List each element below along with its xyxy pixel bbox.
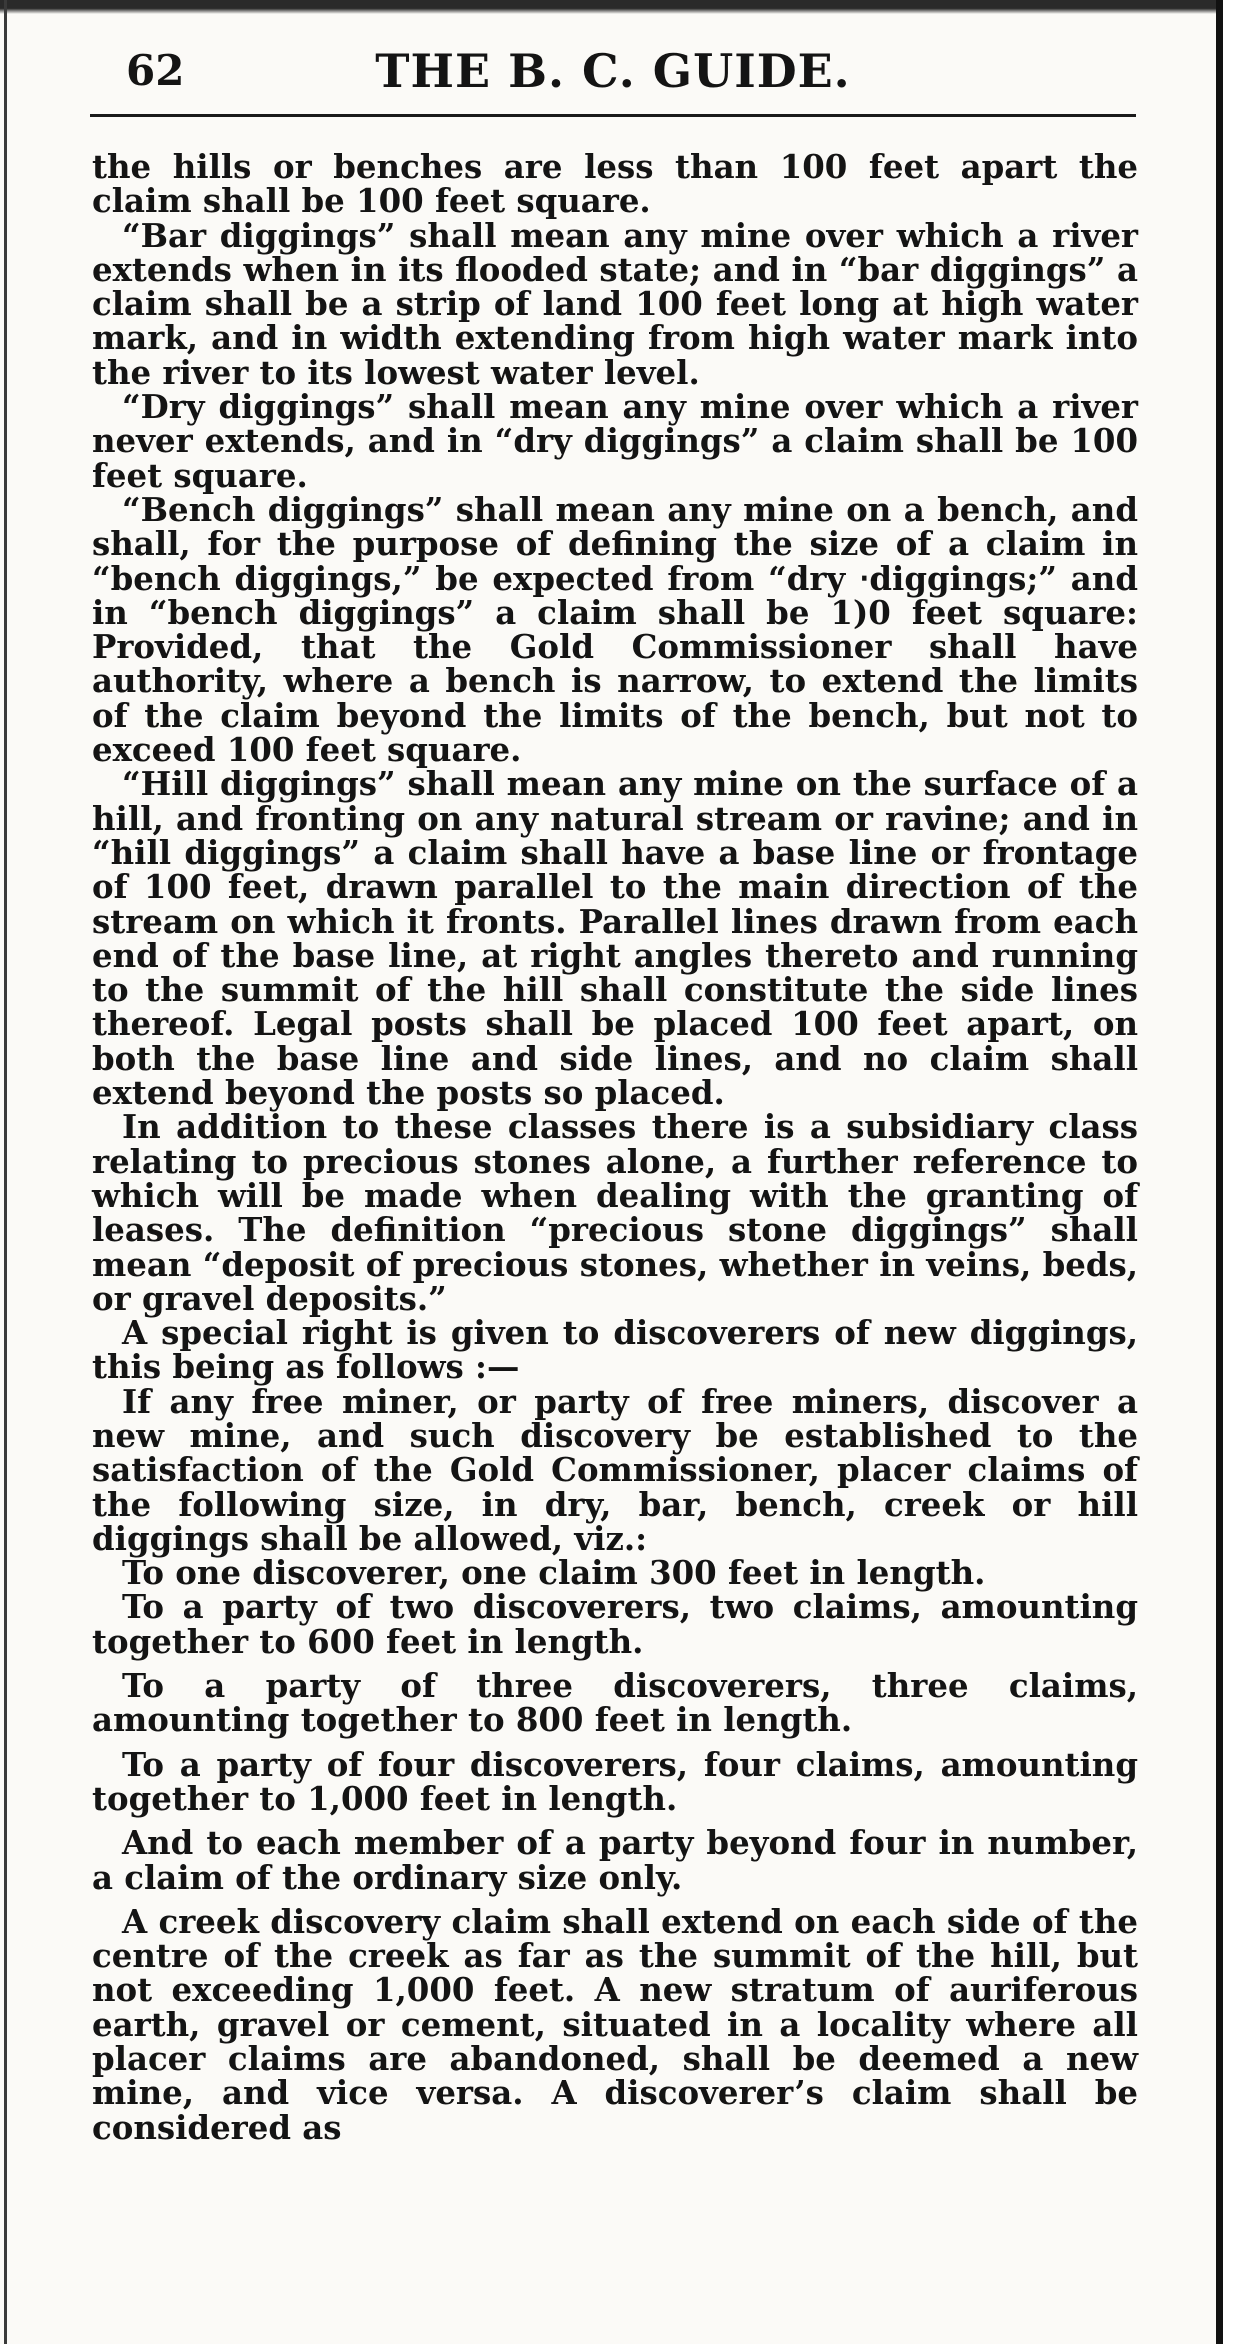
- page-number: 62: [126, 46, 185, 95]
- running-title: THE B. C. GUIDE.: [375, 44, 851, 98]
- right-margin: [1223, 0, 1237, 2344]
- right-page-border: [1216, 0, 1223, 2344]
- body-text: [92, 150, 1138, 2145]
- page-top-edge: [0, 0, 1237, 14]
- left-page-border: [4, 0, 7, 2344]
- paragraph: “Hill diggings” shall mean any mine on the surface of a hill, and fronting on any natural stream or ravine; and in “hill diggings” a claim shall have a base line or frontage of 100 feet, drawn parallel to the main direction of the stream on which it fronts. Parallel lines drawn from each end of the base line, at right angles thereto and running to the summit of the hill shall constitute the side lines thereof. Legal posts shall be placed 100 feet apart, on both the base line and side lines, and no claim shall extend beyond the posts so placed.: [92, 765, 1138, 1113]
- paragraph: “Dry diggings” shall mean any mine over which a river never extends, and in “dry diggings” a claim shall be 100 feet square.: [92, 388, 1138, 495]
- paragraph: A special right is given to discoverers of new diggings, this being as follows :—: [92, 1314, 1138, 1387]
- paragraph: To one discoverer, one claim 300 feet in length.: [122, 1554, 986, 1593]
- paragraph: In addition to these classes there is a subsidiary class relating to precious stones alone, a further reference to which will be made when dealing with the granting of leases. The definition “precious stone diggings” shall mean “deposit of precious stones, whether in veins, beds, or gravel deposits.”: [92, 1108, 1138, 1318]
- paragraph: To a party of two discoverers, two claims, amounting together to 600 feet in length.: [92, 1588, 1138, 1661]
- paragraph: the hills or benches are less than 100 feet apart the claim shall be 100 feet square.: [92, 148, 1138, 221]
- paragraph: A creek discovery claim shall extend on each side of the centre of the creek as far as the summit of the hill, but not exceeding 1,000 feet. A new stratum of auriferous earth, gravel or cement, situated in a locality where all placer claims are abandoned, shall be deemed a new mine, and vice versa. A discoverer’s claim shall be considered as: [92, 1902, 1138, 2147]
- paragraph: “Bar diggings” shall mean any mine over which a river extends when in its flooded state; and in “bar diggings” a claim shall be a strip of land 100 feet long at high water mark, and in width extending from high water mark into the river to its lowest water level.: [92, 216, 1138, 392]
- running-header: [90, 40, 1136, 110]
- paragraph: If any free miner, or party of free miners, discover a new mine, and such discovery be established to the satisfaction of the Gold Commissioner, placer claims of the following size, in dry, bar, bench, creek or hill diggings shall be allowed, viz.:: [92, 1382, 1138, 1558]
- paragraph: To a party of four discoverers, four claims, amounting together to 1,000 feet in length.: [92, 1745, 1138, 1818]
- paragraph: And to each member of a party beyond four in number, a claim of the ordinary size only.: [92, 1824, 1138, 1897]
- header-rule: [90, 114, 1136, 117]
- paragraph: To a party of three discoverers, three claims, amounting together to 800 feet in length.: [92, 1667, 1138, 1740]
- paragraph: “Bench diggings” shall mean any mine on a bench, and shall, for the purpose of defining the size of a claim in “bench diggings,” be expected from “dry ‧diggings;” and in “bench diggings” a claim shall be 1)0 feet square: Provided, that the Gold Commissioner shall have authority, where a bench is narrow, to extend the limits of the claim beyond the limits of the bench, but not to exceed 100 feet square.: [92, 490, 1138, 770]
